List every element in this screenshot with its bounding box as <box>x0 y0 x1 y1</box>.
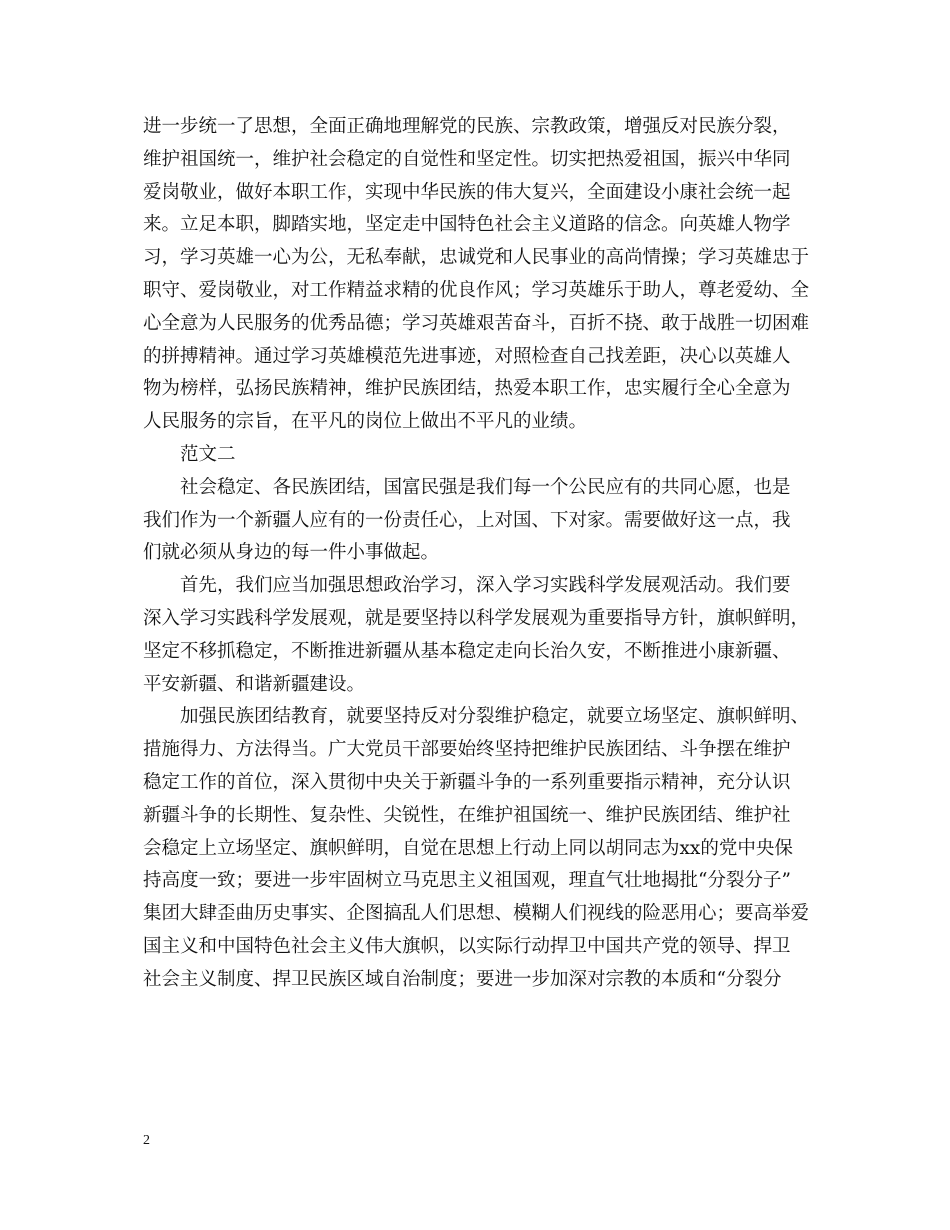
text-line: 首先，我们应当加强思想政治学习，深入学习实践科学发展观活动。我们要 <box>180 575 791 597</box>
text-line: 社会稳定、各民族团结，国富民强是我们每一个公民应有的共同心愿，也是 <box>180 476 791 498</box>
document-body <box>143 111 809 997</box>
text-line: 职守、爱岗敬业，对工作精益求精的优良作风；学习英雄乐于助人，尊老爱幼、全 <box>143 279 810 301</box>
text-line: 深入学习实践科学发展观，就是要坚持以科学发展观为重要指导方针，旗帜鲜明， <box>143 607 810 629</box>
text-line: 进一步统一了思想，全面正确地理解党的民族、宗教政策，增强反对民族分裂， <box>143 116 791 137</box>
text-line: 国主义和中国特色社会主义伟大旗帜，以实际行动捍卫中国共产党的领导、捍卫 <box>143 935 791 957</box>
text-line: 坚定不移抓稳定，不断推进新疆从基本稳定走向长治久安，不断推进小康新疆、 <box>143 640 791 662</box>
text-line: 会稳定上立场坚定、旗帜鲜明，自觉在思想上行动上同以胡同志为xx的党中央保 <box>143 837 793 859</box>
page-number: 2 <box>143 1133 150 1148</box>
section-heading: 范文二 <box>180 443 236 465</box>
text-line: 平安新疆、和谐新疆建设。 <box>143 673 366 695</box>
text-line: 社会主义制度、捍卫民族区域自治制度；要进一步加深对宗教的本质和“分裂分 <box>143 968 782 990</box>
text-line: 持高度一致；要进一步牢固树立马克思主义祖国观，理直气壮地揭批“分裂分子” <box>143 870 791 892</box>
text-line: 我们作为一个新疆人应有的一份责任心，上对国、下对家。需要做好这一点，我 <box>143 509 791 531</box>
text-line: 的拼搏精神。通过学习英雄模范先进事迹，对照检查自己找差距，决心以英雄人 <box>143 345 791 367</box>
text-line: 新疆斗争的长期性、复杂性、尖锐性，在维护祖国统一、维护民族团结、维护社 <box>143 804 791 826</box>
text-line: 们就必须从身边的每一件小事做起。 <box>143 542 440 564</box>
text-line: 来。立足本职，脚踏实地，坚定走中国特色社会主义道路的信念。向英雄人物学 <box>143 214 791 236</box>
text-line: 措施得力、方法得当。广大党员干部要始终坚持把维护民族团结、斗争摆在维护 <box>143 739 791 761</box>
text-line: 习，学习英雄一心为公，无私奉献，忠诚党和人民事业的高尚情操；学习英雄忠于 <box>143 247 810 269</box>
text-line: 稳定工作的首位，深入贯彻中央关于新疆斗争的一系列重要指示精神，充分认识 <box>143 771 791 793</box>
text-line: 爱岗敬业，做好本职工作，实现中华民族的伟大复兴，全面建设小康社会统一起 <box>143 181 791 203</box>
text-line: 加强民族团结教育，就要坚持反对分裂维护稳定，就要立场坚定、旗帜鲜明、 <box>180 706 810 728</box>
text-line: 集团大肆歪曲历史事实、企图搞乱人们思想、模糊人们视线的险恶用心；要高举爱 <box>143 903 810 925</box>
text-line: 物为榜样，弘扬民族精神，维护民族团结，热爱本职工作，忠实履行全心全意为 <box>143 378 791 400</box>
text-line: 维护祖国统一，维护社会稳定的自觉性和坚定性。切实把热爱祖国，振兴中华同 <box>143 148 791 170</box>
text-line: 心全意为人民服务的优秀品德；学习英雄艰苦奋斗，百折不挠、敢于战胜一切困难 <box>143 312 810 334</box>
text-line: 人民服务的宗旨，在平凡的岗位上做出不平凡的业绩。 <box>143 411 588 433</box>
